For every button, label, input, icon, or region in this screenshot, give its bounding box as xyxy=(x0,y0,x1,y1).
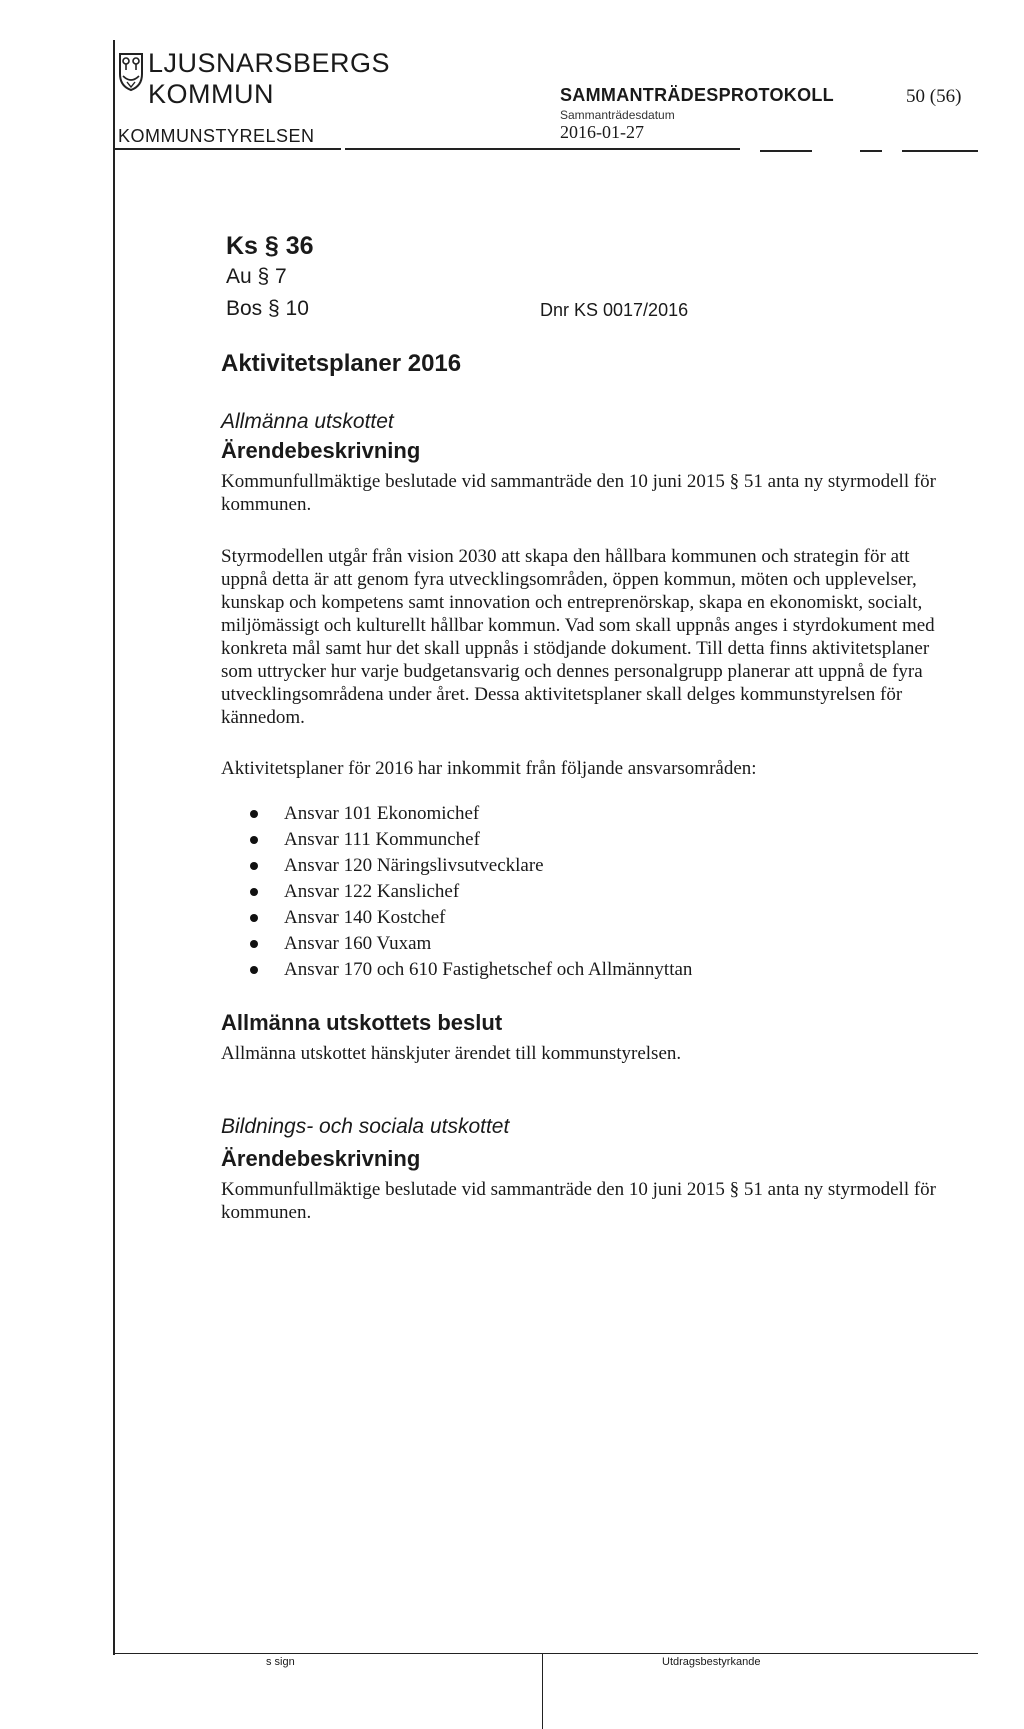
bullet-icon xyxy=(250,940,258,948)
org-name-line2: KOMMUN xyxy=(148,79,274,109)
bullet-icon xyxy=(250,966,258,974)
list-item: Ansvar 122 Kanslichef xyxy=(250,879,692,905)
footer-divider xyxy=(542,1654,543,1729)
au-paragraph-ref: Au § 7 xyxy=(226,265,287,288)
extract-certification-label: Utdragsbestyrkande xyxy=(662,1656,761,1668)
decision-heading: Allmänna utskottets beslut xyxy=(221,1010,503,1035)
meeting-date: 2016-01-27 xyxy=(560,122,644,142)
municipal-crest-icon xyxy=(118,52,144,92)
paragraph: Kommunfullmäktige beslutade vid sammanträde den 10 juni 2015 § 51 anta ny styrmodell för kommunen. xyxy=(221,471,936,515)
bullet-icon xyxy=(250,810,258,818)
bullet-icon xyxy=(250,888,258,896)
paragraph: Kommunfullmäktige beslutade vid sammanträde den 10 juni 2015 § 51 anta ny styrmodell för kommunen. xyxy=(221,1179,936,1223)
meeting-date-label: Sammanträdesdatum xyxy=(560,108,675,122)
paragraph: Styrmodellen utgår från vision 2030 att skapa den hållbara kommunen och strategin för att uppnå detta är att genom fyra utvecklingsområden, öppen kommun, möten och upplevelser, kunskap och kompetens samt innovation och entreprenörskap, skapa en ekonomiskt, socialt, miljömässigt och kulturellt hållbar kommun. Vad som skall uppnås anges i styrdokument med konkreta mål samt hur det skall uppnås i stödjande dokument. Till detta finns aktivitetsplaner som uttrycker hur varje budgetansvarig och dennes personalgrupp planerar att uppnå de fyra utvecklingsområdena under året. Dessa aktivitetsplaner skall delges kommunstyrelsen för kännedom. xyxy=(221,546,935,728)
responsibility-list xyxy=(250,801,692,983)
header-rule xyxy=(860,150,882,152)
section-heading: Ärendebeskrivning xyxy=(221,438,421,463)
left-margin-rule xyxy=(113,40,115,1655)
signature-label: s sign xyxy=(266,1656,295,1668)
ks-paragraph-ref: Ks § 36 xyxy=(226,232,314,260)
list-item: Ansvar 111 Kommunchef xyxy=(250,827,692,853)
department-name: KOMMUNSTYRELSEN xyxy=(118,126,315,146)
decision-text: Allmänna utskottet hänskjuter ärendet till kommunstyrelsen. xyxy=(221,1043,682,1064)
header-rule xyxy=(113,148,341,150)
committee-name: Allmänna utskottet xyxy=(221,410,394,433)
footer-rule xyxy=(113,1653,978,1654)
page-number: 50 (56) xyxy=(906,86,962,107)
bullet-icon xyxy=(250,914,258,922)
header-rule xyxy=(760,150,812,152)
list-item: Ansvar 101 Ekonomichef xyxy=(250,801,692,827)
case-number: Dnr KS 0017/2016 xyxy=(540,300,689,320)
header-rule xyxy=(902,150,978,152)
list-item: Ansvar 170 och 610 Fastighetschef och Allmännyttan xyxy=(250,957,692,983)
list-item: Ansvar 140 Kostchef xyxy=(250,905,692,931)
bullet-icon xyxy=(250,836,258,844)
bos-paragraph-ref: Bos § 10 xyxy=(226,297,309,320)
paragraph: Aktivitetsplaner för 2016 har inkommit från följande ansvarsområden: xyxy=(221,758,757,779)
committee-name: Bildnings- och sociala utskottet xyxy=(221,1115,510,1138)
bullet-icon xyxy=(250,862,258,870)
section-heading: Ärendebeskrivning xyxy=(221,1146,421,1171)
list-item: Ansvar 160 Vuxam xyxy=(250,931,692,957)
list-item: Ansvar 120 Näringslivsutvecklare xyxy=(250,853,692,879)
page-title: Aktivitetsplaner 2016 xyxy=(221,350,462,377)
protocol-title: SAMMANTRÄDESPROTOKOLL xyxy=(560,85,834,105)
header-rule xyxy=(345,148,740,150)
org-name-line1: LJUSNARSBERGS xyxy=(148,48,391,78)
